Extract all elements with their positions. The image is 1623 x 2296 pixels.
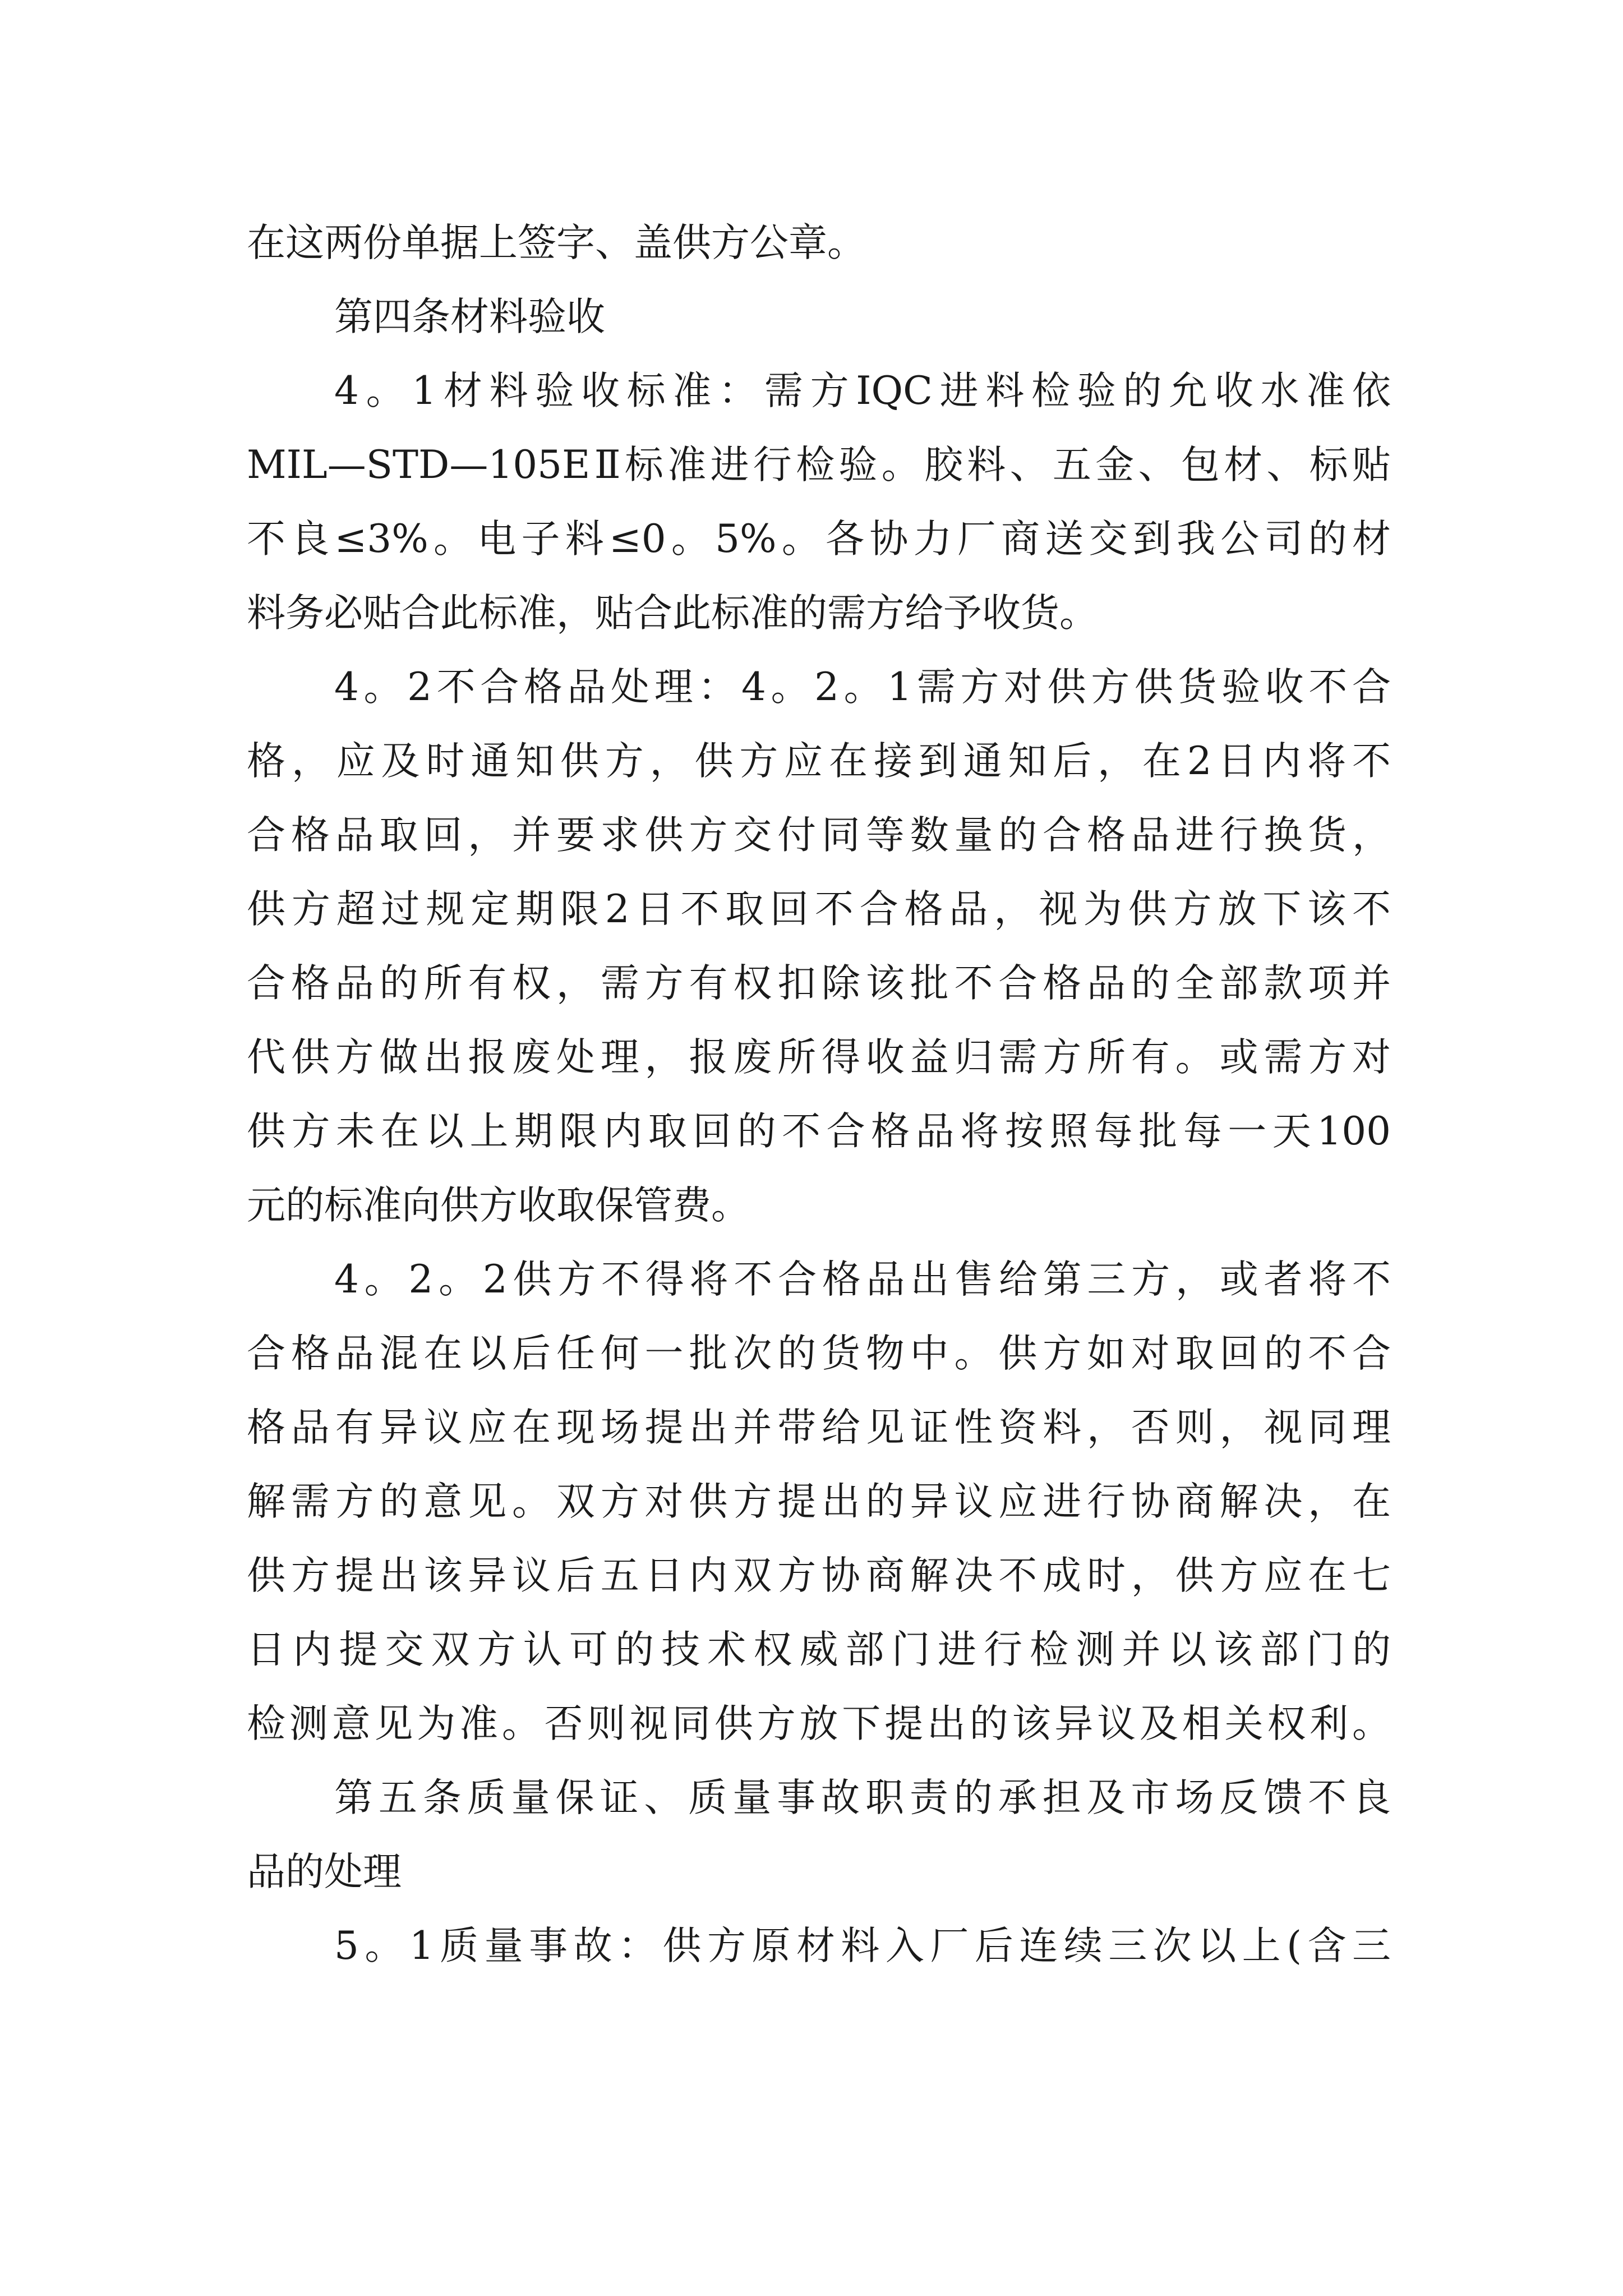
text-line-7: 4。2不合格品处理：4。2。1需方对供方供货验收不合: [334, 665, 1391, 710]
text-line-17: 格品有异议应在现场提出并带给见证性资料，否则，视同理: [247, 1405, 1391, 1450]
text-line-13: 供方未在以上期限内取回的不合格品将按照每批每一天100: [247, 1109, 1391, 1154]
text-line-21: 检测意见为准。否则视同供方放下提出的该异议及相关权利。: [247, 1701, 1391, 1746]
text-line-5: 不良≤3%。电子料≤0。5%。各协力厂商送交到我公司的材: [247, 517, 1391, 562]
text-line-9: 合格品取回，并要求供方交付同等数量的合格品进行换货，: [247, 813, 1391, 858]
text-line-8: 格，应及时通知供方，供方应在接到通知后，在2日内将不: [247, 739, 1391, 784]
text-line-6: 料务必贴合此标准，贴合此标准的需方给予收货。: [247, 591, 1098, 636]
text-line-23: 品的处理: [247, 1849, 402, 1894]
text-line-1: 在这两份单据上签字、盖供方公章。: [247, 220, 866, 265]
text-line-16: 合格品混在以后任何一批次的货物中。供方如对取回的不合: [247, 1331, 1391, 1376]
section-heading-5: 第五条质量保证、质量事故职责的承担及市场反馈不良: [334, 1775, 1391, 1820]
text-line-11: 合格品的所有权，需方有权扣除该批不合格品的全部款项并: [247, 961, 1391, 1006]
text-line-18: 解需方的意见。双方对供方提出的异议应进行协商解决，在: [247, 1479, 1391, 1524]
text-line-12: 代供方做出报废处理，报废所得收益归需方所有。或需方对: [247, 1035, 1391, 1080]
text-line-15: 4。2。2供方不得将不合格品出售给第三方，或者将不: [334, 1257, 1391, 1302]
section-heading-4: 第四条材料验收: [334, 295, 605, 339]
text-line-20: 日内提交双方认可的技术权威部门进行检测并以该部门的: [247, 1627, 1391, 1672]
text-line-4: MIL—STD—105EⅡ标准进行检验。胶料、五金、包材、标贴: [247, 443, 1391, 487]
text-line-14: 元的标准向供方收取保管费。: [247, 1183, 750, 1228]
text-line-24: 5。1质量事故：供方原材料入厂后连续三次以上(含三: [334, 1924, 1391, 1968]
text-line-19: 供方提出该异议后五日内双方协商解决不成时，供方应在七: [247, 1553, 1391, 1598]
text-line-3: 4。1材料验收标准：需方IQC进料检验的允收水准依: [334, 369, 1391, 413]
text-line-10: 供方超过规定期限2日不取回不合格品，视为供方放下该不: [247, 887, 1391, 932]
